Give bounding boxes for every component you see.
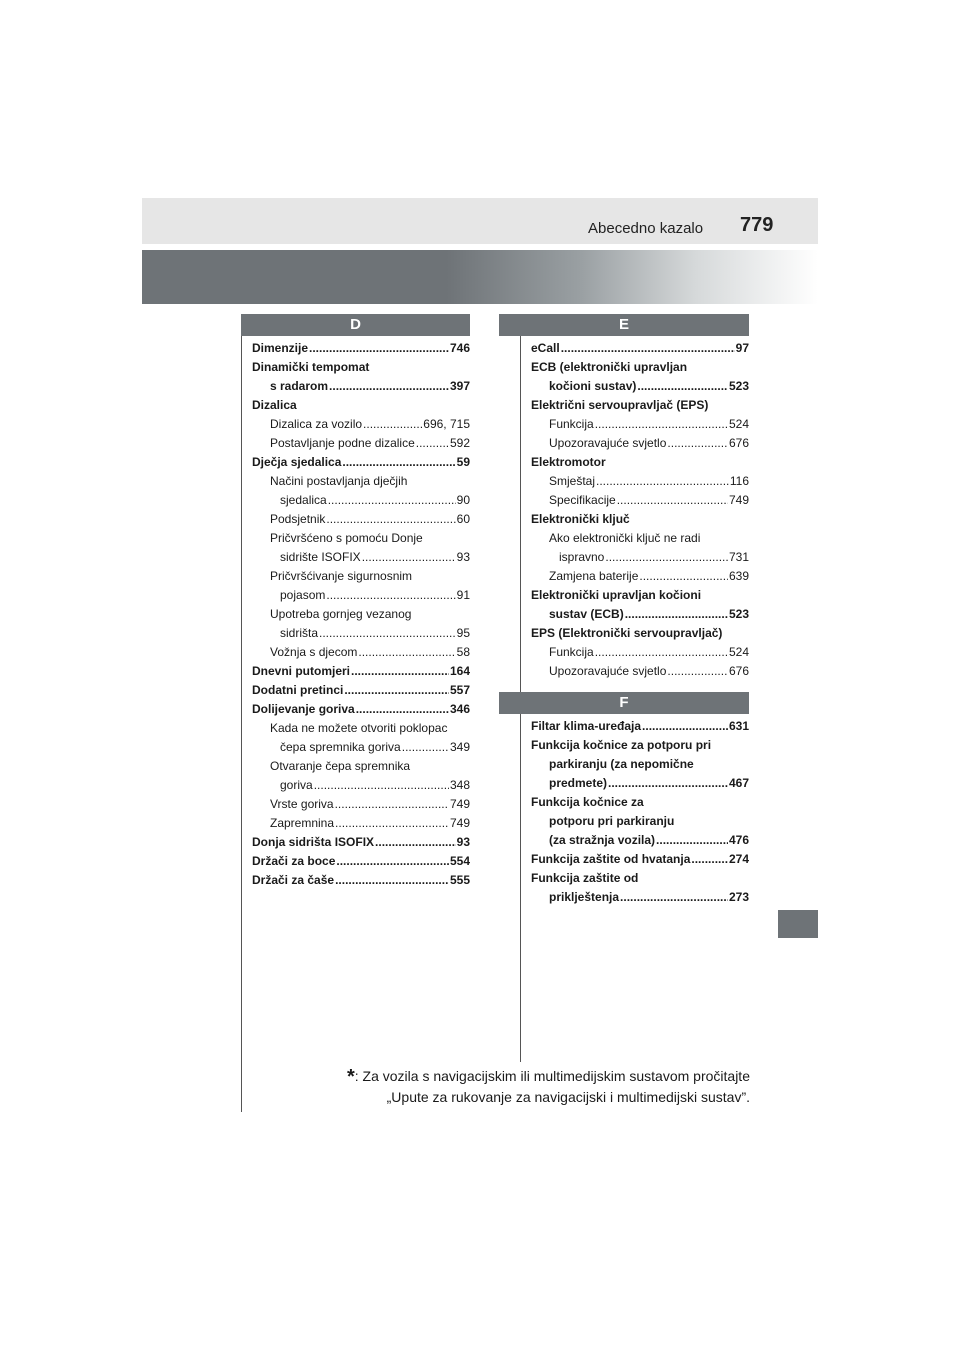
section-header-d: D — [241, 314, 470, 336]
dot-leader — [362, 548, 456, 567]
dot-leader — [336, 852, 449, 871]
entry-label: Pričvršćeno s pomoću Donje — [270, 531, 423, 545]
dot-leader — [402, 738, 449, 757]
entry-page: 731 — [728, 550, 749, 564]
entry-label: Vrste goriva — [270, 797, 334, 811]
index-entry — [531, 888, 749, 907]
entry-page: 676 — [728, 436, 749, 450]
entry-label: Kada ne možete otvoriti poklopac — [270, 721, 448, 735]
entry-label: goriva — [280, 778, 313, 792]
index-entry — [531, 472, 749, 491]
index-entry — [531, 643, 749, 662]
index-entry — [531, 529, 749, 548]
entry-label: pojasom — [280, 588, 326, 602]
index-entry — [252, 453, 470, 472]
entry-label: Specifikacije — [549, 493, 616, 507]
page-number: 779 — [740, 214, 774, 236]
entry-page: 349 — [449, 740, 470, 754]
entry-page: 554 — [449, 854, 470, 868]
entry-label: ECB (elektronički upravljan — [531, 360, 688, 374]
entry-label: Funkcija zaštite od — [531, 871, 639, 885]
entry-label: Elektronički upravljan kočioni — [531, 588, 702, 602]
entry-label: Držači za čaše — [252, 873, 335, 887]
entry-label: Funkcija — [549, 645, 594, 659]
index-entry — [531, 793, 749, 812]
entry-page: 746 — [449, 341, 470, 355]
index-entry — [252, 396, 470, 415]
index-entry — [252, 472, 470, 491]
entry-page: 397 — [449, 379, 470, 393]
entry-page: 749 — [449, 797, 470, 811]
page-title: Abecedno kazalo — [588, 220, 704, 237]
index-entry — [252, 681, 470, 700]
entry-label: Dječja sjedalica — [252, 455, 342, 469]
entry-label: čepa spremnika goriva — [280, 740, 401, 754]
index-entry — [531, 812, 749, 831]
dot-leader — [625, 605, 728, 624]
entry-page: 95 — [456, 626, 470, 640]
entry-label: sjedalica — [280, 493, 327, 507]
entry-page: 91 — [456, 588, 470, 602]
entry-page: 273 — [728, 890, 749, 904]
index-entry — [252, 776, 470, 795]
thumb-index-tab — [778, 910, 818, 938]
entry-label: Funkcija kočnice za — [531, 795, 644, 809]
dot-leader — [326, 510, 455, 529]
index-entry — [531, 774, 749, 793]
dot-leader — [608, 774, 728, 793]
index-entry — [252, 529, 470, 548]
index-entry — [252, 567, 470, 586]
index-entry — [252, 814, 470, 833]
dot-leader — [344, 681, 449, 700]
dot-leader — [356, 700, 449, 719]
entry-label: Držači za boce — [252, 854, 336, 868]
header-gradient-band — [142, 250, 818, 304]
index-entry — [252, 662, 470, 681]
entry-label: Dimenzije — [252, 341, 309, 355]
dot-leader — [637, 377, 728, 396]
entry-page: 524 — [728, 417, 749, 431]
index-entry — [531, 491, 749, 510]
entry-label: parkiranju (za nepomične — [549, 757, 694, 771]
index-entry — [252, 548, 470, 567]
entry-page: 348 — [449, 778, 470, 792]
entry-label: kočioni sustav) — [549, 379, 637, 393]
entry-page: 60 — [456, 512, 470, 526]
dot-leader — [328, 491, 456, 510]
dot-leader — [314, 776, 449, 795]
dot-leader — [639, 567, 728, 586]
entry-page: 631 — [728, 719, 749, 733]
entry-label: Zapremnina — [270, 816, 335, 830]
entry-page: 696, 715 — [423, 417, 470, 431]
index-entry — [252, 624, 470, 643]
entry-label: Dolijevanje goriva — [252, 702, 355, 716]
entry-label: Dizalica za vozilo — [270, 417, 363, 431]
index-entry — [531, 586, 749, 605]
entry-label: Dinamički tempomat — [252, 360, 370, 374]
index-entry — [531, 510, 749, 529]
entry-page: 90 — [456, 493, 470, 507]
dot-leader — [335, 795, 449, 814]
dot-leader — [416, 434, 449, 453]
entry-page: 346 — [449, 702, 470, 716]
entry-page: 274 — [728, 852, 749, 866]
entry-page: 58 — [456, 645, 470, 659]
entry-label: predmete) — [549, 776, 608, 790]
index-entry — [531, 453, 749, 472]
dot-leader — [329, 377, 449, 396]
entry-label: Upozoravajuće svjetlo — [549, 436, 667, 450]
dot-leader — [605, 548, 728, 567]
index-entry — [531, 831, 749, 850]
entry-page: 523 — [728, 379, 749, 393]
index-entry — [531, 339, 749, 358]
entry-label: Postavljanje podne dizalice — [270, 436, 415, 450]
footnote-star: * — [346, 1066, 355, 1088]
section-header-e: E — [499, 314, 749, 336]
entry-label: ispravno — [559, 550, 605, 564]
entry-label: sidrište ISOFIX — [280, 550, 361, 564]
dot-leader — [561, 339, 735, 358]
index-entry — [252, 377, 470, 396]
dot-leader — [596, 472, 729, 491]
entry-label: Upozoravajuće svjetlo — [549, 664, 667, 678]
entry-label: Smještaj — [549, 474, 596, 488]
index-entry — [252, 434, 470, 453]
entry-label: Upotreba gornjeg vezanog — [270, 607, 412, 621]
index-entry — [252, 415, 470, 434]
dot-leader — [335, 871, 449, 890]
entry-label: priklještenja — [549, 890, 620, 904]
entry-label: EPS (Elektronički servoupravljač) — [531, 626, 723, 640]
dot-leader — [656, 831, 728, 850]
dot-leader — [595, 643, 728, 662]
header-strip — [142, 198, 818, 244]
index-entry — [252, 510, 470, 529]
left-column-rule — [241, 336, 242, 1112]
dot-leader — [342, 453, 455, 472]
entry-page: 524 — [728, 645, 749, 659]
entry-label: Elektronički ključ — [531, 512, 630, 526]
dot-leader — [595, 415, 728, 434]
entry-label: Ako elektronički ključ ne radi — [549, 531, 701, 545]
index-entry — [531, 358, 749, 377]
entry-label: Pričvršćivanje sigurnosnim — [270, 569, 413, 583]
index-entry — [531, 624, 749, 643]
dot-leader — [642, 717, 728, 736]
index-entry — [531, 396, 749, 415]
entry-label: Zamjena baterije — [549, 569, 639, 583]
index-entry — [531, 869, 749, 888]
footnote-line1: : Za vozila s navigacijskim ili multimedijskim sustavom pročitajte — [354, 1068, 750, 1084]
entry-page: 93 — [456, 835, 470, 849]
index-entry — [531, 662, 749, 681]
index-entry — [531, 567, 749, 586]
index-entry — [252, 643, 470, 662]
index-entry — [252, 358, 470, 377]
entry-page: 749 — [728, 493, 749, 507]
entry-label: Dodatni pretinci — [252, 683, 344, 697]
entry-page: 676 — [728, 664, 749, 678]
index-column-d — [252, 339, 470, 890]
entry-label: Elektromotor — [531, 455, 606, 469]
entry-page: 639 — [728, 569, 749, 583]
index-entry — [252, 738, 470, 757]
entry-label: Funkcija zaštite od hvatanja — [531, 852, 691, 866]
dot-leader — [691, 850, 728, 869]
index-entry — [252, 871, 470, 890]
entry-label: potporu pri parkiranju — [549, 814, 675, 828]
dot-leader — [351, 662, 449, 681]
entry-label: Načini postavljanja dječjih — [270, 474, 408, 488]
entry-label: sidrišta — [280, 626, 319, 640]
index-entry — [252, 795, 470, 814]
dot-leader — [667, 434, 728, 453]
entry-page: 592 — [449, 436, 470, 450]
dot-leader — [326, 586, 455, 605]
entry-page: 93 — [456, 550, 470, 564]
entry-label: Otvaranje čepa spremnika — [270, 759, 411, 773]
dot-leader — [667, 662, 728, 681]
index-entry — [531, 377, 749, 396]
index-entry — [252, 757, 470, 776]
index-entry — [531, 850, 749, 869]
index-entry — [252, 833, 470, 852]
entry-label: Filtar klima-uređaja — [531, 719, 642, 733]
entry-page: 97 — [735, 341, 749, 355]
entry-label: Dnevni putomjeri — [252, 664, 351, 678]
entry-label: Dizalica — [252, 398, 297, 412]
entry-page: 116 — [729, 474, 749, 488]
entry-page: 476 — [728, 833, 749, 847]
entry-label: Električni servoupravljač (EPS) — [531, 398, 709, 412]
index-entry — [252, 700, 470, 719]
entry-page: 749 — [449, 816, 470, 830]
entry-page: 523 — [728, 607, 749, 621]
index-entry — [531, 434, 749, 453]
dot-leader — [620, 888, 728, 907]
entry-page: 555 — [449, 873, 470, 887]
entry-page: 164 — [449, 664, 470, 678]
index-entry — [252, 586, 470, 605]
index-entry — [252, 605, 470, 624]
index-entry — [252, 719, 470, 738]
index-entry — [531, 717, 749, 736]
entry-page: 467 — [728, 776, 749, 790]
footnote-line2: „Upute za rukovanje za navigacijski i multimedijski sustav”. — [386, 1089, 750, 1105]
dot-leader — [617, 491, 728, 510]
index-entry — [531, 415, 749, 434]
dot-leader — [335, 814, 449, 833]
entry-label: Vožnja s djecom — [270, 645, 358, 659]
footnote — [306, 1066, 750, 1107]
entry-label: Funkcija kočnice za potporu pri — [531, 738, 712, 752]
index-entry — [252, 491, 470, 510]
dot-leader — [363, 415, 422, 434]
entry-label: Podsjetnik — [270, 512, 326, 526]
entry-page: 59 — [456, 455, 470, 469]
index-column-f — [531, 717, 749, 907]
index-entry — [531, 548, 749, 567]
index-column-e — [531, 339, 749, 681]
index-entry — [531, 605, 749, 624]
index-entry — [252, 339, 470, 358]
dot-leader — [319, 624, 456, 643]
entry-label: s radarom — [270, 379, 329, 393]
entry-label: eCall — [531, 341, 560, 355]
entry-label: Donja sidrišta ISOFIX — [252, 835, 375, 849]
entry-label: Funkcija — [549, 417, 594, 431]
index-entry — [252, 852, 470, 871]
dot-leader — [309, 339, 449, 358]
dot-leader — [375, 833, 456, 852]
dot-leader — [358, 643, 455, 662]
index-entry — [531, 736, 749, 755]
entry-page: 557 — [449, 683, 470, 697]
index-entry — [531, 755, 749, 774]
entry-label: sustav (ECB) — [549, 607, 624, 621]
section-header-f: F — [499, 692, 749, 714]
entry-label: (za stražnja vozila) — [549, 833, 656, 847]
